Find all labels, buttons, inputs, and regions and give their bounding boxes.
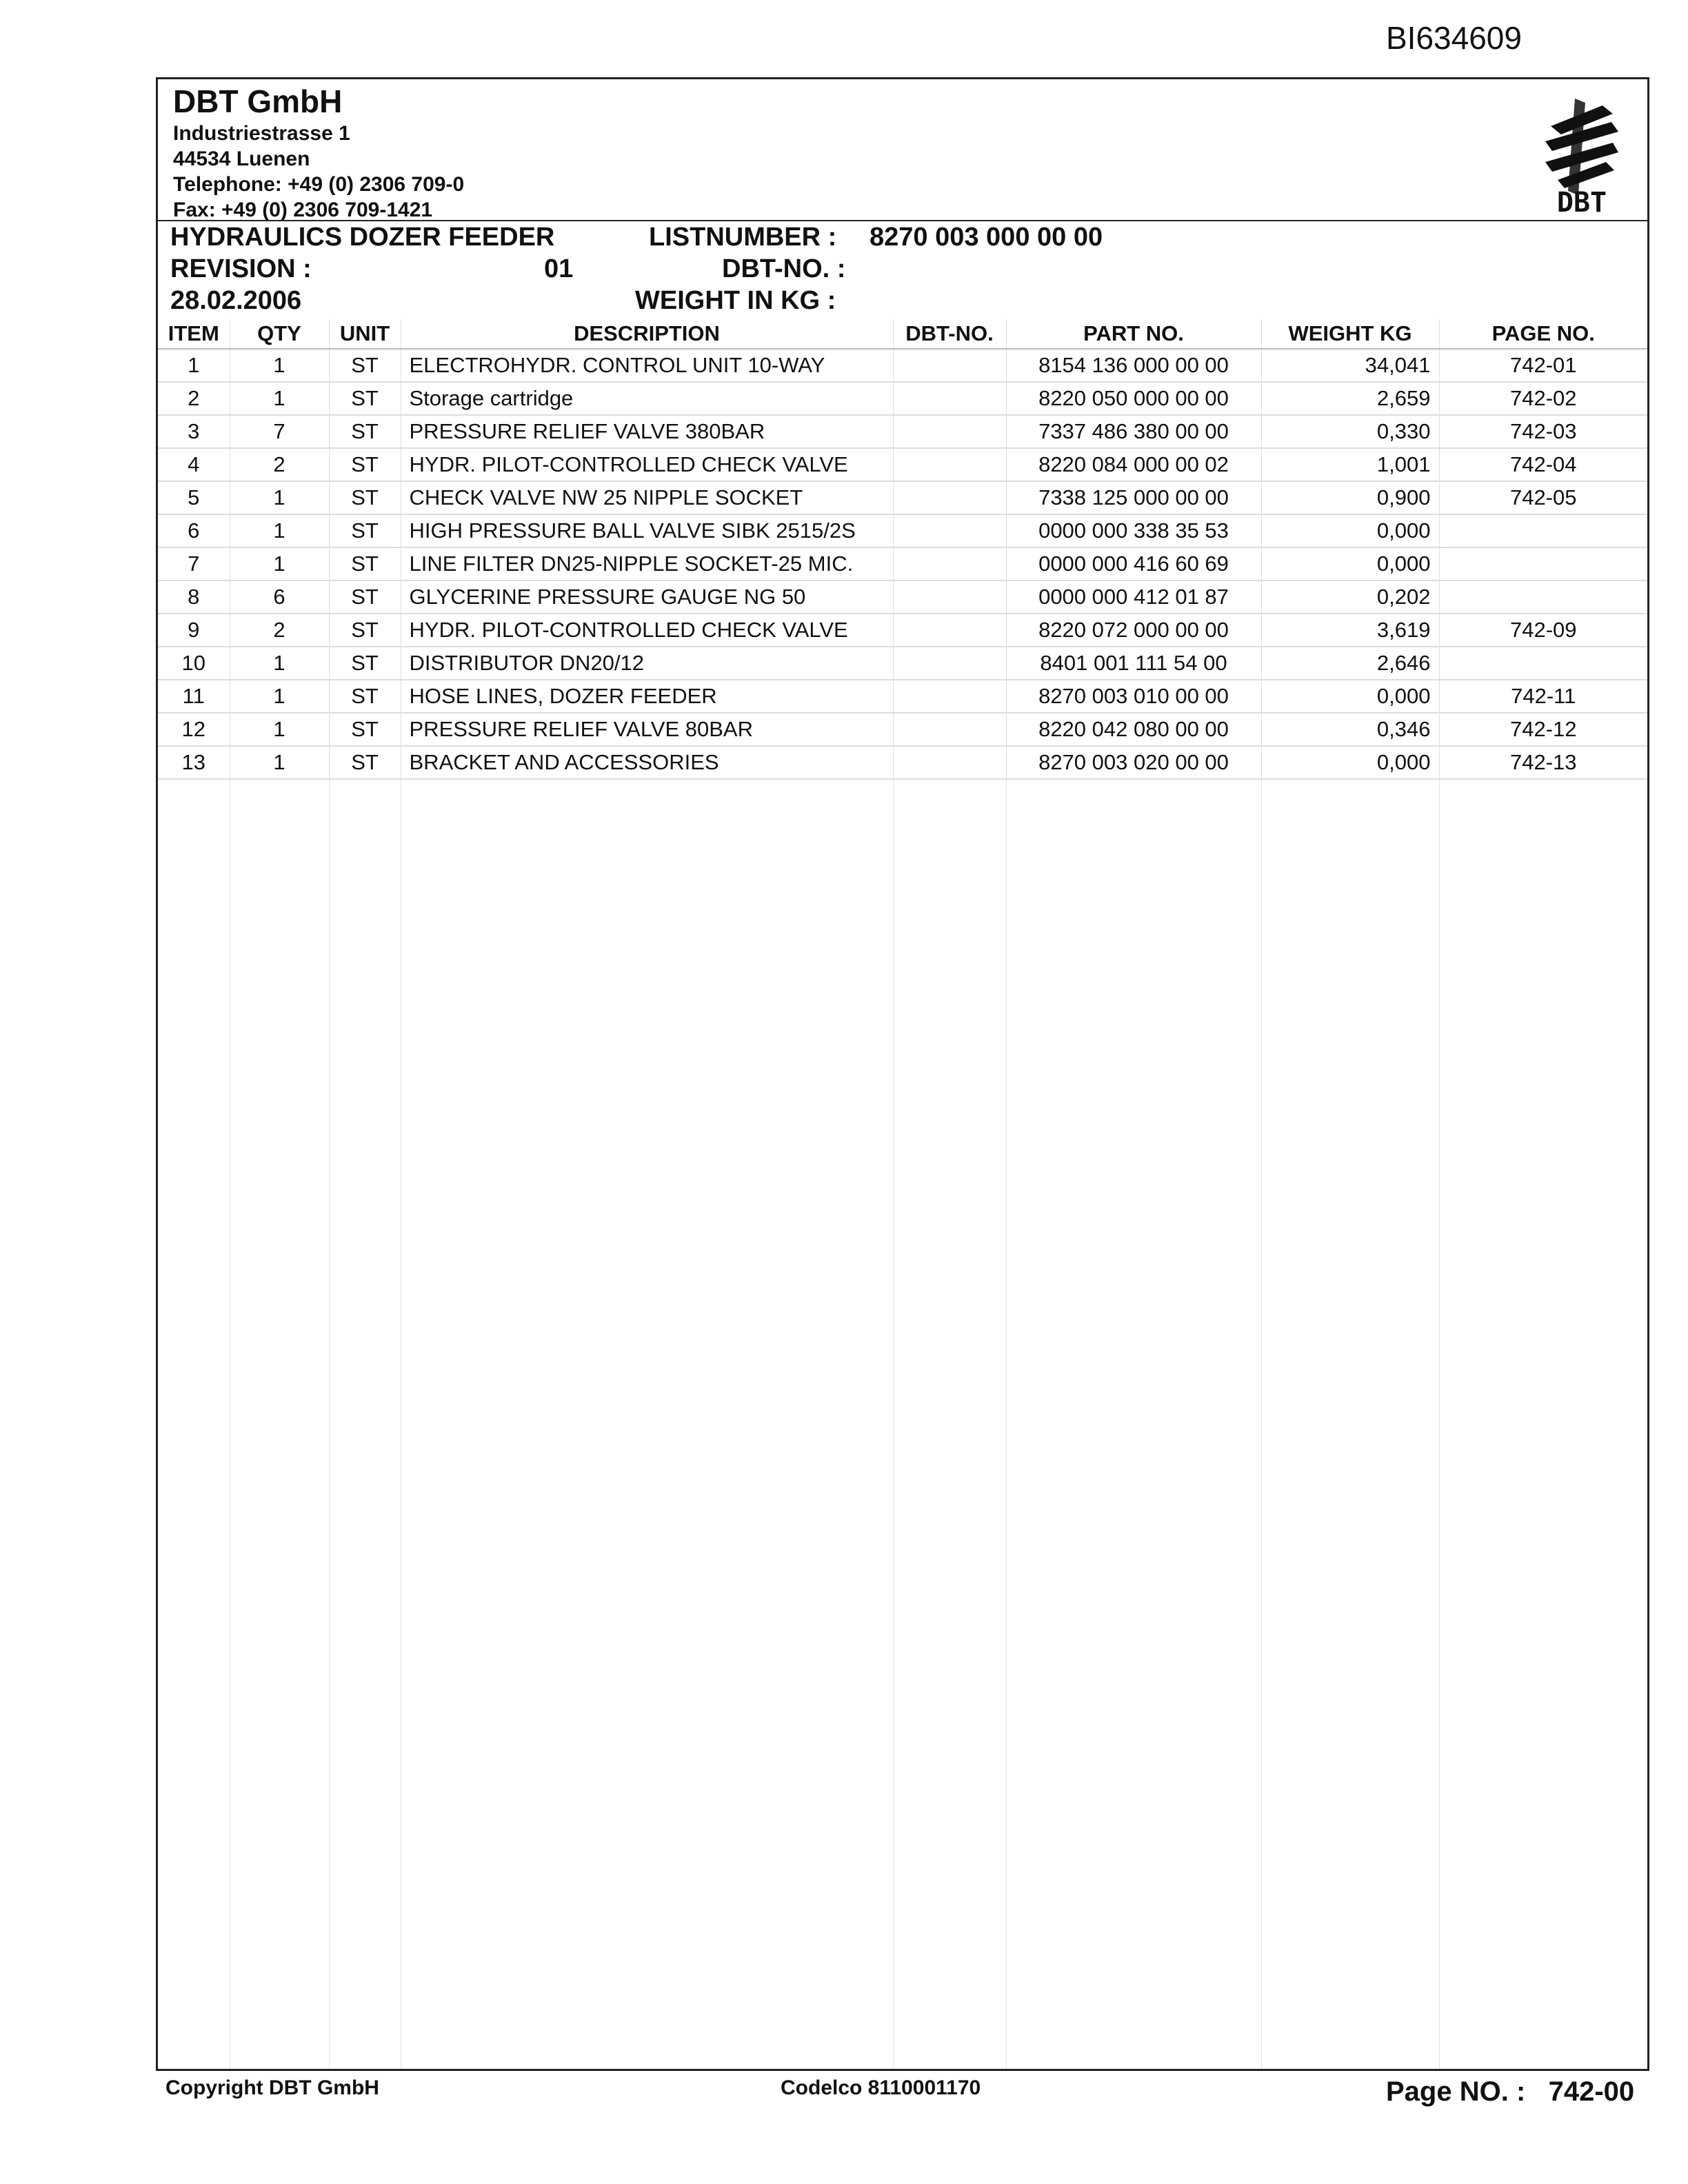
- cell-part-no: 8220 084 000 00 02: [1006, 448, 1261, 481]
- cell-weight: 1,001: [1261, 448, 1439, 481]
- cell-page-no: [1439, 647, 1647, 680]
- cell-weight: 34,041: [1261, 349, 1439, 382]
- cell-item: 8: [158, 580, 230, 614]
- company-street: Industriestrasse 1: [173, 122, 350, 145]
- table-row: [158, 680, 1647, 713]
- weight-label: WEIGHT IN KG :: [635, 286, 836, 315]
- cell-unit: ST: [329, 547, 401, 580]
- cell-description: BRACKET AND ACCESSORIES: [401, 746, 893, 779]
- dbt-no-label: DBT-NO. :: [722, 254, 846, 283]
- cell-qty: 2: [230, 614, 329, 647]
- cell-page-no: 742-11: [1439, 680, 1647, 713]
- page-number: [1386, 2076, 1634, 2107]
- cell-weight: 0,000: [1261, 746, 1439, 779]
- cell-item: 9: [158, 614, 230, 647]
- cell-part-no: 8270 003 020 00 00: [1006, 746, 1261, 779]
- page-number-value: 742-00: [1548, 2076, 1635, 2107]
- cell-part-no: 8401 001 111 54 00: [1006, 647, 1261, 680]
- header-divider: [158, 220, 1647, 221]
- company-name: DBT GmbH: [173, 83, 343, 119]
- logo-text: DBT: [1556, 187, 1607, 216]
- cell-item: 4: [158, 448, 230, 481]
- cell-weight: 0,000: [1261, 514, 1439, 547]
- cell-dbt-no: [893, 448, 1006, 481]
- cell-description: HYDR. PILOT-CONTROLLED CHECK VALVE: [401, 448, 893, 481]
- cell-dbt-no: [893, 514, 1006, 547]
- dbt-logo: [1537, 99, 1627, 216]
- table-row: [158, 415, 1647, 448]
- cell-weight: 0,202: [1261, 580, 1439, 614]
- document-id: BI634609: [1386, 20, 1522, 56]
- cell-unit: ST: [329, 713, 401, 746]
- cell-item: 2: [158, 382, 230, 415]
- cell-description: HIGH PRESSURE BALL VALVE SIBK 2515/2S: [401, 514, 893, 547]
- cell-part-no: 0000 000 416 60 69: [1006, 547, 1261, 580]
- cell-dbt-no: [893, 580, 1006, 614]
- table-row: [158, 349, 1647, 382]
- cell-qty: 1: [230, 349, 329, 382]
- table-row: [158, 547, 1647, 580]
- cell-weight: 0,346: [1261, 713, 1439, 746]
- table-row: [158, 647, 1647, 680]
- cell-unit: ST: [329, 448, 401, 481]
- cell-unit: ST: [329, 614, 401, 647]
- cell-weight: 3,619: [1261, 614, 1439, 647]
- cell-dbt-no: [893, 614, 1006, 647]
- table-row: [158, 481, 1647, 514]
- cell-part-no: 8220 072 000 00 00: [1006, 614, 1261, 647]
- cell-qty: 1: [230, 481, 329, 514]
- cell-page-no: 742-13: [1439, 746, 1647, 779]
- cell-qty: 6: [230, 580, 329, 614]
- revision-value: 01: [544, 254, 574, 283]
- cell-item: 12: [158, 713, 230, 746]
- cell-dbt-no: [893, 547, 1006, 580]
- codelco-number: Codelco 8110001170: [781, 2076, 981, 2099]
- cell-unit: ST: [329, 415, 401, 448]
- cell-dbt-no: [893, 746, 1006, 779]
- cell-description: ELECTROHYDR. CONTROL UNIT 10-WAY: [401, 349, 893, 382]
- column-header-part-no: PART NO.: [1006, 319, 1261, 349]
- table-row: [158, 713, 1647, 746]
- cell-qty: 2: [230, 448, 329, 481]
- cell-page-no: [1439, 514, 1647, 547]
- list-title: HYDRAULICS DOZER FEEDER: [170, 223, 555, 252]
- cell-page-no: 742-12: [1439, 713, 1647, 746]
- cell-page-no: [1439, 580, 1647, 614]
- cell-part-no: 7337 486 380 00 00: [1006, 415, 1261, 448]
- cell-weight: 0,000: [1261, 680, 1439, 713]
- list-date: 28.02.2006: [170, 286, 302, 315]
- cell-description: HYDR. PILOT-CONTROLLED CHECK VALVE: [401, 614, 893, 647]
- table-row: [158, 580, 1647, 614]
- column-header-dbt-no: DBT-NO.: [893, 319, 1006, 349]
- cell-qty: 1: [230, 746, 329, 779]
- cell-item: 1: [158, 349, 230, 382]
- parts-table: [158, 319, 1647, 780]
- cell-unit: ST: [329, 382, 401, 415]
- cell-page-no: 742-09: [1439, 614, 1647, 647]
- cell-qty: 1: [230, 547, 329, 580]
- cell-weight: 2,646: [1261, 647, 1439, 680]
- cell-part-no: 8220 050 000 00 00: [1006, 382, 1261, 415]
- cell-description: PRESSURE RELIEF VALVE 380BAR: [401, 415, 893, 448]
- dbt-logo-icon: [1537, 99, 1627, 216]
- cell-dbt-no: [893, 713, 1006, 746]
- cell-dbt-no: [893, 647, 1006, 680]
- cell-unit: ST: [329, 580, 401, 614]
- listnumber-value: 8270 003 000 00 00: [870, 223, 1103, 252]
- cell-item: 13: [158, 746, 230, 779]
- cell-item: 3: [158, 415, 230, 448]
- company-telephone: Telephone: +49 (0) 2306 709-0: [173, 173, 465, 196]
- cell-item: 11: [158, 680, 230, 713]
- company-city: 44534 Luenen: [173, 148, 310, 170]
- company-fax: Fax: +49 (0) 2306 709-1421: [173, 199, 433, 221]
- cell-qty: 7: [230, 415, 329, 448]
- cell-page-no: 742-01: [1439, 349, 1647, 382]
- page-number-label: Page NO. :: [1386, 2076, 1526, 2107]
- table-row: [158, 614, 1647, 647]
- cell-page-no: 742-03: [1439, 415, 1647, 448]
- cell-item: 10: [158, 647, 230, 680]
- cell-weight: 2,659: [1261, 382, 1439, 415]
- cell-qty: 1: [230, 514, 329, 547]
- table-row: [158, 514, 1647, 547]
- column-header-description: DESCRIPTION: [401, 319, 893, 349]
- cell-part-no: 8154 136 000 00 00: [1006, 349, 1261, 382]
- cell-page-no: 742-02: [1439, 382, 1647, 415]
- revision-label: REVISION :: [170, 254, 312, 283]
- cell-dbt-no: [893, 481, 1006, 514]
- cell-part-no: 8270 003 010 00 00: [1006, 680, 1261, 713]
- table-header-row: [158, 319, 1647, 349]
- cell-weight: 0,900: [1261, 481, 1439, 514]
- cell-description: DISTRIBUTOR DN20/12: [401, 647, 893, 680]
- company-block: [173, 82, 464, 223]
- column-header-unit: UNIT: [329, 319, 401, 349]
- table-row: [158, 746, 1647, 779]
- copyright: Copyright DBT GmbH: [165, 2076, 379, 2099]
- parts-table-body: [158, 349, 1647, 779]
- cell-page-no: [1439, 547, 1647, 580]
- cell-unit: ST: [329, 349, 401, 382]
- cell-dbt-no: [893, 415, 1006, 448]
- column-header-item: ITEM: [158, 319, 230, 349]
- cell-dbt-no: [893, 680, 1006, 713]
- cell-qty: 1: [230, 713, 329, 746]
- column-header-qty: QTY: [230, 319, 329, 349]
- listnumber-label: LISTNUMBER :: [649, 223, 837, 252]
- cell-weight: 0,330: [1261, 415, 1439, 448]
- cell-unit: ST: [329, 514, 401, 547]
- cell-unit: ST: [329, 746, 401, 779]
- cell-item: 7: [158, 547, 230, 580]
- cell-description: LINE FILTER DN25-NIPPLE SOCKET-25 MIC.: [401, 547, 893, 580]
- cell-qty: 1: [230, 680, 329, 713]
- cell-item: 6: [158, 514, 230, 547]
- cell-description: GLYCERINE PRESSURE GAUGE NG 50: [401, 580, 893, 614]
- cell-unit: ST: [329, 680, 401, 713]
- cell-unit: ST: [329, 647, 401, 680]
- cell-part-no: 0000 000 338 35 53: [1006, 514, 1261, 547]
- table-row: [158, 382, 1647, 415]
- cell-dbt-no: [893, 349, 1006, 382]
- cell-item: 5: [158, 481, 230, 514]
- cell-description: CHECK VALVE NW 25 NIPPLE SOCKET: [401, 481, 893, 514]
- cell-description: HOSE LINES, DOZER FEEDER: [401, 680, 893, 713]
- cell-unit: ST: [329, 481, 401, 514]
- cell-part-no: 0000 000 412 01 87: [1006, 580, 1261, 614]
- cell-qty: 1: [230, 647, 329, 680]
- cell-part-no: 8220 042 080 00 00: [1006, 713, 1261, 746]
- cell-dbt-no: [893, 382, 1006, 415]
- cell-qty: 1: [230, 382, 329, 415]
- cell-description: PRESSURE RELIEF VALVE 80BAR: [401, 713, 893, 746]
- cell-description: Storage cartridge: [401, 382, 893, 415]
- cell-page-no: 742-04: [1439, 448, 1647, 481]
- column-header-page-no: PAGE NO.: [1439, 319, 1647, 349]
- column-header-weight: WEIGHT KG: [1261, 319, 1439, 349]
- cell-page-no: 742-05: [1439, 481, 1647, 514]
- parts-list-frame: [156, 77, 1649, 2071]
- cell-part-no: 7338 125 000 00 00: [1006, 481, 1261, 514]
- cell-weight: 0,000: [1261, 547, 1439, 580]
- table-row: [158, 448, 1647, 481]
